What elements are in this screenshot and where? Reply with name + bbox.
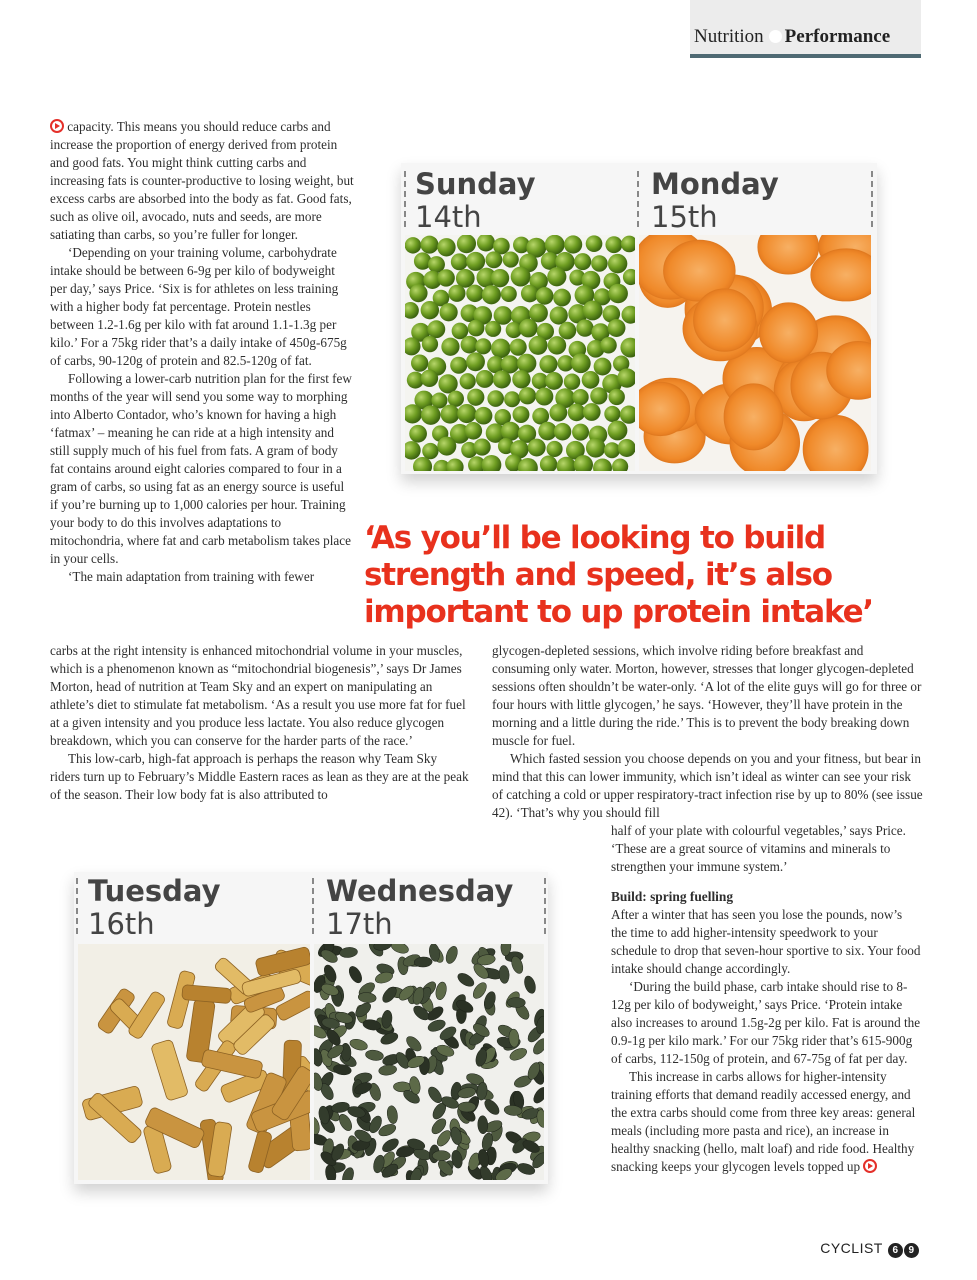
pea [510, 339, 527, 356]
oat-biscuit-image [78, 944, 310, 1180]
paragraph: ‘The main adaptation from training with fewer [68, 569, 315, 584]
pumpkin-seed [522, 975, 537, 995]
pea [608, 421, 628, 441]
calendar-day-monday: Monday 15th [651, 167, 779, 234]
carrot-slice [724, 384, 783, 450]
pea [437, 238, 455, 256]
left-column [50, 118, 355, 586]
pea [583, 301, 603, 321]
pea [405, 441, 421, 460]
pea [586, 235, 603, 252]
calendar-day-sunday: Sunday 14th [415, 167, 536, 234]
pea [513, 406, 530, 423]
pea [586, 438, 606, 458]
dashed-divider [544, 878, 546, 934]
pea [568, 404, 586, 422]
dashed-divider [871, 171, 873, 227]
pea [476, 370, 494, 388]
pumpkin-seed [498, 965, 509, 984]
pea [618, 439, 635, 457]
paragraph: After a winter that has seen you lose the pounds, now’s the time to add higher-intensity speedwork to your schedule to drop that seven-hour sportive to six. Your food intake should change accordingly. [611, 907, 921, 976]
pea [457, 404, 476, 423]
pea [535, 388, 553, 406]
pea [621, 236, 635, 253]
pea [482, 285, 501, 304]
pea [517, 354, 536, 373]
pea [474, 439, 491, 456]
pea [405, 302, 419, 319]
paragraph: ‘During the build phase, carb intake should rise to 8-12g per kilo of bodyweight,’ says Price. ‘Protein intake also increases to around 1.5g-2g per kilo. Fat is around the 0.9-1g per kilo mark.’ For our 75kg rider that’s 615-900g of carbs, 112-150g of protein, and 67-75g of fat per day. [611, 979, 921, 1066]
pea [468, 320, 485, 337]
pea [451, 253, 468, 270]
pea [548, 336, 567, 355]
pea [605, 236, 622, 253]
pea [440, 303, 458, 321]
carrot-slice [758, 235, 819, 274]
pea [456, 269, 475, 288]
subsection-name: Performance [784, 26, 891, 47]
pea [593, 459, 612, 471]
carrot-slice [694, 289, 756, 351]
pea [504, 391, 520, 407]
pea [441, 338, 459, 356]
pumpkin-seed [434, 981, 448, 1001]
carrot-slice [803, 415, 868, 471]
pumpkin-seed [378, 1064, 397, 1076]
pea [420, 236, 438, 254]
paragraph: This increase in carbs allows for higher-intensity training efforts that demand readily accessed energy, and the extra carbs should come from three key areas: general meals (including more pasta and rice), an increase in healthy snacking (hello, malt loaf) and ride food. Healthy snacking keeps your glycogen levels topped up [611, 1069, 916, 1174]
pea [519, 387, 536, 404]
pea [536, 287, 554, 305]
pea [466, 285, 483, 302]
pea [529, 336, 548, 355]
pumpkin-seed-image [314, 944, 544, 1180]
pea [576, 319, 593, 336]
pumpkin-seed [458, 1102, 476, 1112]
pull-quote-line: ‘As you’ll be looking to build [364, 520, 825, 556]
pea [466, 252, 485, 271]
pea [519, 319, 538, 338]
pumpkin-seed [432, 1151, 450, 1161]
pea [621, 306, 635, 324]
pea [448, 391, 464, 407]
pea [572, 424, 589, 441]
pea [591, 255, 608, 272]
pea [553, 289, 571, 307]
pea [559, 322, 577, 340]
pea [450, 357, 467, 374]
pea [549, 404, 567, 422]
middle-right-column [492, 642, 924, 822]
pea [438, 374, 457, 393]
pea [485, 251, 502, 268]
pea [583, 403, 601, 421]
pea [604, 442, 620, 458]
pea [487, 390, 504, 407]
pea [550, 306, 568, 324]
pea [608, 284, 628, 304]
paragraph: Which fasted session you choose depends on you and your fitness, but bear in mind that this can lower immunity, which isn’t ideal as winter can see your risk of catching a cold or upper respiratory-tract infection rise by up to 80% (see issue 42). ‘That’s why you should fill [492, 751, 923, 820]
pumpkin-seed [444, 945, 460, 965]
continue-arrow-icon [863, 1159, 877, 1173]
page-footer [820, 1240, 919, 1258]
pea [620, 406, 635, 424]
paragraph: carbs at the right intensity is enhanced mitochondrial volume in your muscles, which is a phenomenon known as “mitochondrial biogenesis”,’ says Dr James Morton, head of nutrition at Team Sky and an expert on manipulating an athlete’s diet to stimulate fat metabolism. ‘As a result you use more fat for fuel at a given intensity and you produce less lactate. You also reduce glycogen breakdown, which you can conserve for the harder parts of the race.’ [50, 643, 466, 748]
pea [466, 352, 485, 371]
pea [405, 237, 421, 253]
pea [608, 319, 626, 337]
pea [539, 355, 557, 373]
pea [441, 405, 460, 424]
pea [467, 389, 484, 406]
pea [521, 285, 539, 303]
calendar-day-tuesday: Tuesday 16th [88, 874, 221, 941]
pea [571, 353, 591, 373]
pea [590, 387, 607, 404]
pea [582, 371, 600, 389]
carrot-slice [760, 303, 818, 363]
carrot-slice [811, 249, 871, 301]
pea [421, 370, 438, 387]
pea [465, 422, 483, 440]
pea [475, 407, 493, 425]
dashed-divider [76, 878, 78, 934]
pumpkin-seed [477, 1116, 488, 1134]
pea [409, 284, 427, 302]
pumpkin-seed [347, 964, 365, 985]
pumpkin-seed [386, 1105, 399, 1124]
pea [493, 370, 511, 388]
pea [545, 235, 565, 255]
pea [485, 321, 501, 337]
carrot-image [639, 235, 871, 471]
pea [564, 235, 582, 253]
wide-left-column [50, 642, 470, 804]
pea [503, 251, 519, 267]
pea [546, 441, 562, 457]
pea [491, 339, 510, 358]
page-number-digit: 9 [904, 1243, 919, 1258]
dashed-divider [404, 171, 406, 227]
pea [422, 336, 438, 352]
section-label [694, 26, 890, 48]
pea [623, 269, 635, 285]
pea [512, 370, 530, 388]
pull-quote [364, 520, 924, 631]
pea [437, 437, 456, 456]
pea [409, 425, 427, 443]
pumpkin-seed [426, 1085, 445, 1105]
right-column [611, 822, 921, 1176]
pea [604, 406, 620, 422]
paragraph: half of your plate with colourful vegetables,’ says Price. ‘These are a great source of vitamins and minerals to strengthen your immune system.’ [611, 823, 906, 874]
pea [421, 301, 439, 319]
paragraph: Following a lower-carb nutrition plan for the first few months of the year will send you some way to morphing into Alberto Contador, who’s known for having a high ‘fatmax’ – meaning he can ride at a high intensity and still supply much of his fuel from fats. A gram of body fat contains around eight calories compared to four in a gram of carbs, so using fat as an energy source is useful if you’re burning up to 1,000 calories per hour. Training your body to do this involves adaptations to mitochondria, where fat and carb metabolism takes place in your cells. [50, 371, 352, 566]
pea [501, 422, 520, 441]
section-name: Nutrition [694, 26, 764, 47]
continued-arrow-icon [50, 119, 64, 133]
subheading: Build: spring fuelling [611, 889, 734, 904]
paragraph: capacity. This means you should reduce carbs and increase the proportion of energy derived from protein and good fats. You might think cutting carbs and increasing fats is counter-productive to losing weight, but excess carbs are absorbed into the body as fat. Good fats, such as olive oil, avocado, nuts and seeds, are more satiating than carbs, so you’re fuller for longer. [50, 119, 354, 242]
pea [554, 423, 572, 441]
pea [564, 374, 580, 390]
pea [475, 338, 491, 354]
pea [460, 373, 476, 389]
magazine-name: CYCLIST [820, 1240, 883, 1256]
pull-quote-line: strength and speed, it’s also [364, 557, 832, 593]
pea [600, 337, 617, 354]
pea [545, 372, 563, 390]
paragraph: ‘Depending on your training volume, carbohydrate intake should be between 6-9g per kilo of bodyweight per day,’ says Price. ‘Six is for athletes on less training with a higher body fat percentage. Protein nestles between 1.2-1.6g per kilo with fat around 1.1-1.3g per kilo.’ For a 75kg rider that’s a daily intake of 450g-675g of carbs, 90-120g of protein and 82.5-120g of fat. [50, 245, 347, 368]
pea [427, 320, 445, 338]
pumpkin-seed [531, 1085, 544, 1105]
pea [540, 456, 557, 471]
pea [457, 235, 476, 253]
pumpkin-seed [482, 1097, 502, 1117]
pea [612, 458, 628, 471]
calendar-photo-sunday-monday [401, 163, 877, 474]
pumpkin-seed [390, 944, 410, 955]
pea [421, 405, 441, 425]
oat-biscuit [151, 1039, 189, 1101]
page-number-digit: 6 [888, 1243, 903, 1258]
pea [446, 458, 463, 471]
pea [437, 269, 454, 286]
pea [491, 269, 509, 287]
pea [594, 358, 612, 376]
pea [482, 455, 502, 471]
peas-image [405, 235, 635, 471]
pumpkin-seed [456, 971, 477, 989]
pea [411, 354, 428, 371]
pea [448, 285, 465, 302]
pea [511, 267, 531, 287]
separator-dot-icon [769, 30, 782, 43]
calendar-photo-tuesday-wednesday [74, 872, 548, 1184]
pea [574, 253, 591, 270]
pea [572, 389, 588, 405]
pea [608, 389, 624, 405]
dashed-divider [637, 171, 639, 227]
paragraph: This low-carb, high-fat approach is perhaps the reason why Team Sky riders turn up to February’s Middle Eastern races as lean as they are at the peak of the season. Their low body fat is also attributed to [50, 751, 469, 802]
pea [547, 267, 566, 286]
dashed-divider [312, 878, 314, 934]
pumpkin-seed [349, 1037, 369, 1052]
paragraph: glycogen-depleted sessions, which involve riding before breakfast and consuming only water. Morton, however, stresses that longer glycogen-depleted sessions often shouldn’t be water-only. ‘A lot of the elite guys will go for three or four hours with little glycogen,’ he says. ‘However, they’ll have protein in the morning and a little during the ride.’ This is to prevent the body breaking down muscle for fuel. [492, 643, 922, 748]
pea [608, 254, 627, 273]
pea [620, 338, 635, 358]
pumpkin-seed [507, 997, 525, 1007]
pull-quote-line: important to up protein intake’ [364, 594, 874, 630]
calendar-day-wednesday: Wednesday 17th [326, 874, 514, 941]
pea [528, 439, 546, 457]
pea [422, 443, 438, 459]
pea [501, 286, 517, 302]
pumpkin-seed [365, 1049, 384, 1062]
pea [477, 235, 495, 251]
section-header [690, 0, 921, 58]
